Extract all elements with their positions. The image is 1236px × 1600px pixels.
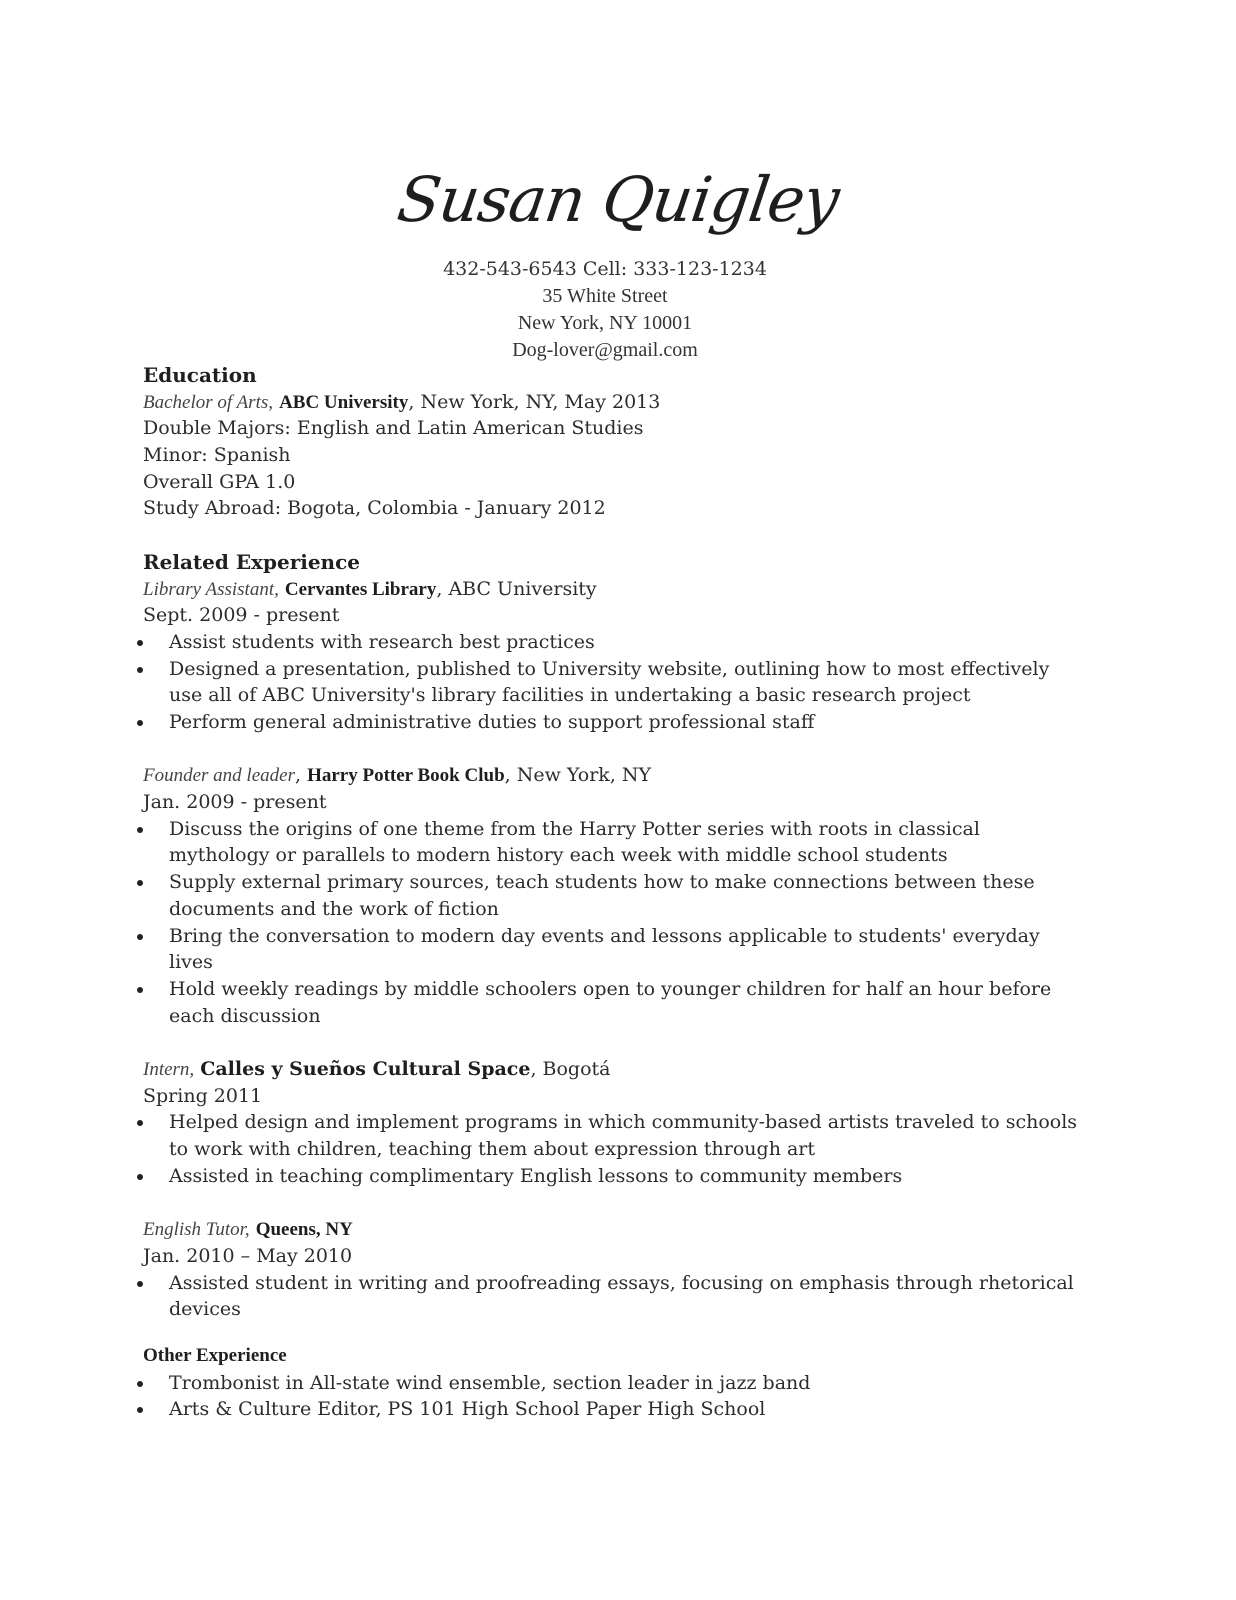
education-line: Double Majors: English and Latin American Studies xyxy=(143,417,644,440)
degree-school: ABC University xyxy=(279,391,409,413)
related-experience-heading: Related Experience xyxy=(143,549,360,574)
job-header xyxy=(143,1056,1083,1083)
list-item: Helped design and implement programs in which community-based artists traveled to schools to work with children, teaching them about expression through art xyxy=(143,1109,1083,1162)
list-item: Trombonist in All-state wind ensemble, section leader in jazz band xyxy=(143,1370,1083,1397)
resume-name: Susan Quigley xyxy=(393,163,844,236)
job-org: Harry Potter Book Club xyxy=(307,765,505,787)
job-bullets xyxy=(143,816,1083,1030)
list-item: Supply external primary sources, teach students how to make connections between these documents and the work of fiction xyxy=(143,869,1083,922)
education-heading: Education xyxy=(143,363,257,387)
degree-location: , New York, NY, May 2013 xyxy=(408,390,661,413)
job-org-rest: , ABC University xyxy=(436,577,597,600)
job-dates: Sept. 2009 - present xyxy=(143,604,340,627)
list-item: Assisted student in writing and proofreading essays, focusing on emphasis through rhetorical devices xyxy=(143,1270,1083,1323)
job-header xyxy=(143,576,1083,603)
email-address: Dog-lover@gmail.com xyxy=(512,339,698,361)
job-title: Founder and leader xyxy=(143,765,295,787)
job-org: Cervantes Library xyxy=(284,578,437,600)
education-line: Study Abroad: Bogota, Colombia - January 2012 xyxy=(143,497,606,520)
job-org: Calles y Sueños Cultural Space xyxy=(200,1058,531,1081)
job-bullets xyxy=(143,1109,1083,1189)
job-bullets xyxy=(143,1270,1083,1323)
education-line: Overall GPA 1.0 xyxy=(143,470,296,493)
degree-title: Bachelor of Arts, xyxy=(143,391,274,413)
other-experience-heading: Other Experience xyxy=(143,1345,287,1367)
job-title: Library Assistant, xyxy=(143,578,279,600)
phone-line: 432-543-6543 Cell: 333-123-1234 xyxy=(443,258,767,280)
list-item: Bring the conversation to modern day events and lessons applicable to students' everyday lives xyxy=(143,923,1083,976)
list-item: Assist students with research best practices xyxy=(143,629,1083,656)
list-item: Perform general administrative duties to support professional staff xyxy=(143,709,1083,736)
resume-body xyxy=(143,362,1083,1423)
list-item: Designed a presentation, published to University website, outlining how to most effectively use all of ABC University's library facilities in undertaking a basic research project xyxy=(143,656,1083,709)
job-header xyxy=(143,1216,1083,1243)
job-title: Intern, xyxy=(143,1059,195,1081)
city-address: New York, NY 10001 xyxy=(517,312,693,334)
job-dates: Spring 2011 xyxy=(143,1084,263,1107)
list-item: Arts & Culture Editor, PS 101 High School Paper High School xyxy=(143,1396,1083,1423)
contact-block xyxy=(0,256,1210,364)
street-address: 35 White Street xyxy=(542,285,668,307)
list-item: Discuss the origins of one theme from the Harry Potter series with roots in classical mythology or parallels to modern history each week with middle school students xyxy=(143,816,1083,869)
other-bullets xyxy=(143,1370,1083,1423)
education-line: Minor: Spanish xyxy=(143,444,291,467)
job-bullets xyxy=(143,629,1083,736)
degree-line xyxy=(143,389,1083,416)
list-item: Assisted in teaching complimentary English lessons to community members xyxy=(143,1163,1083,1190)
job-header: Founder and leader, Harry Potter Book Club, New York, NY xyxy=(143,764,652,787)
list-item: Hold weekly readings by middle schoolers open to younger children for half an hour before each discussion xyxy=(143,976,1083,1029)
job-org-rest: , New York, NY xyxy=(504,764,652,787)
job-dates: Jan. 2010 – May 2010 xyxy=(143,1244,353,1267)
job-org: Queens, NY xyxy=(255,1219,353,1241)
job-dates: Jan. 2009 - present xyxy=(143,791,327,814)
job-org-rest: , Bogotá xyxy=(530,1058,611,1081)
job-title: English Tutor, xyxy=(143,1219,250,1241)
